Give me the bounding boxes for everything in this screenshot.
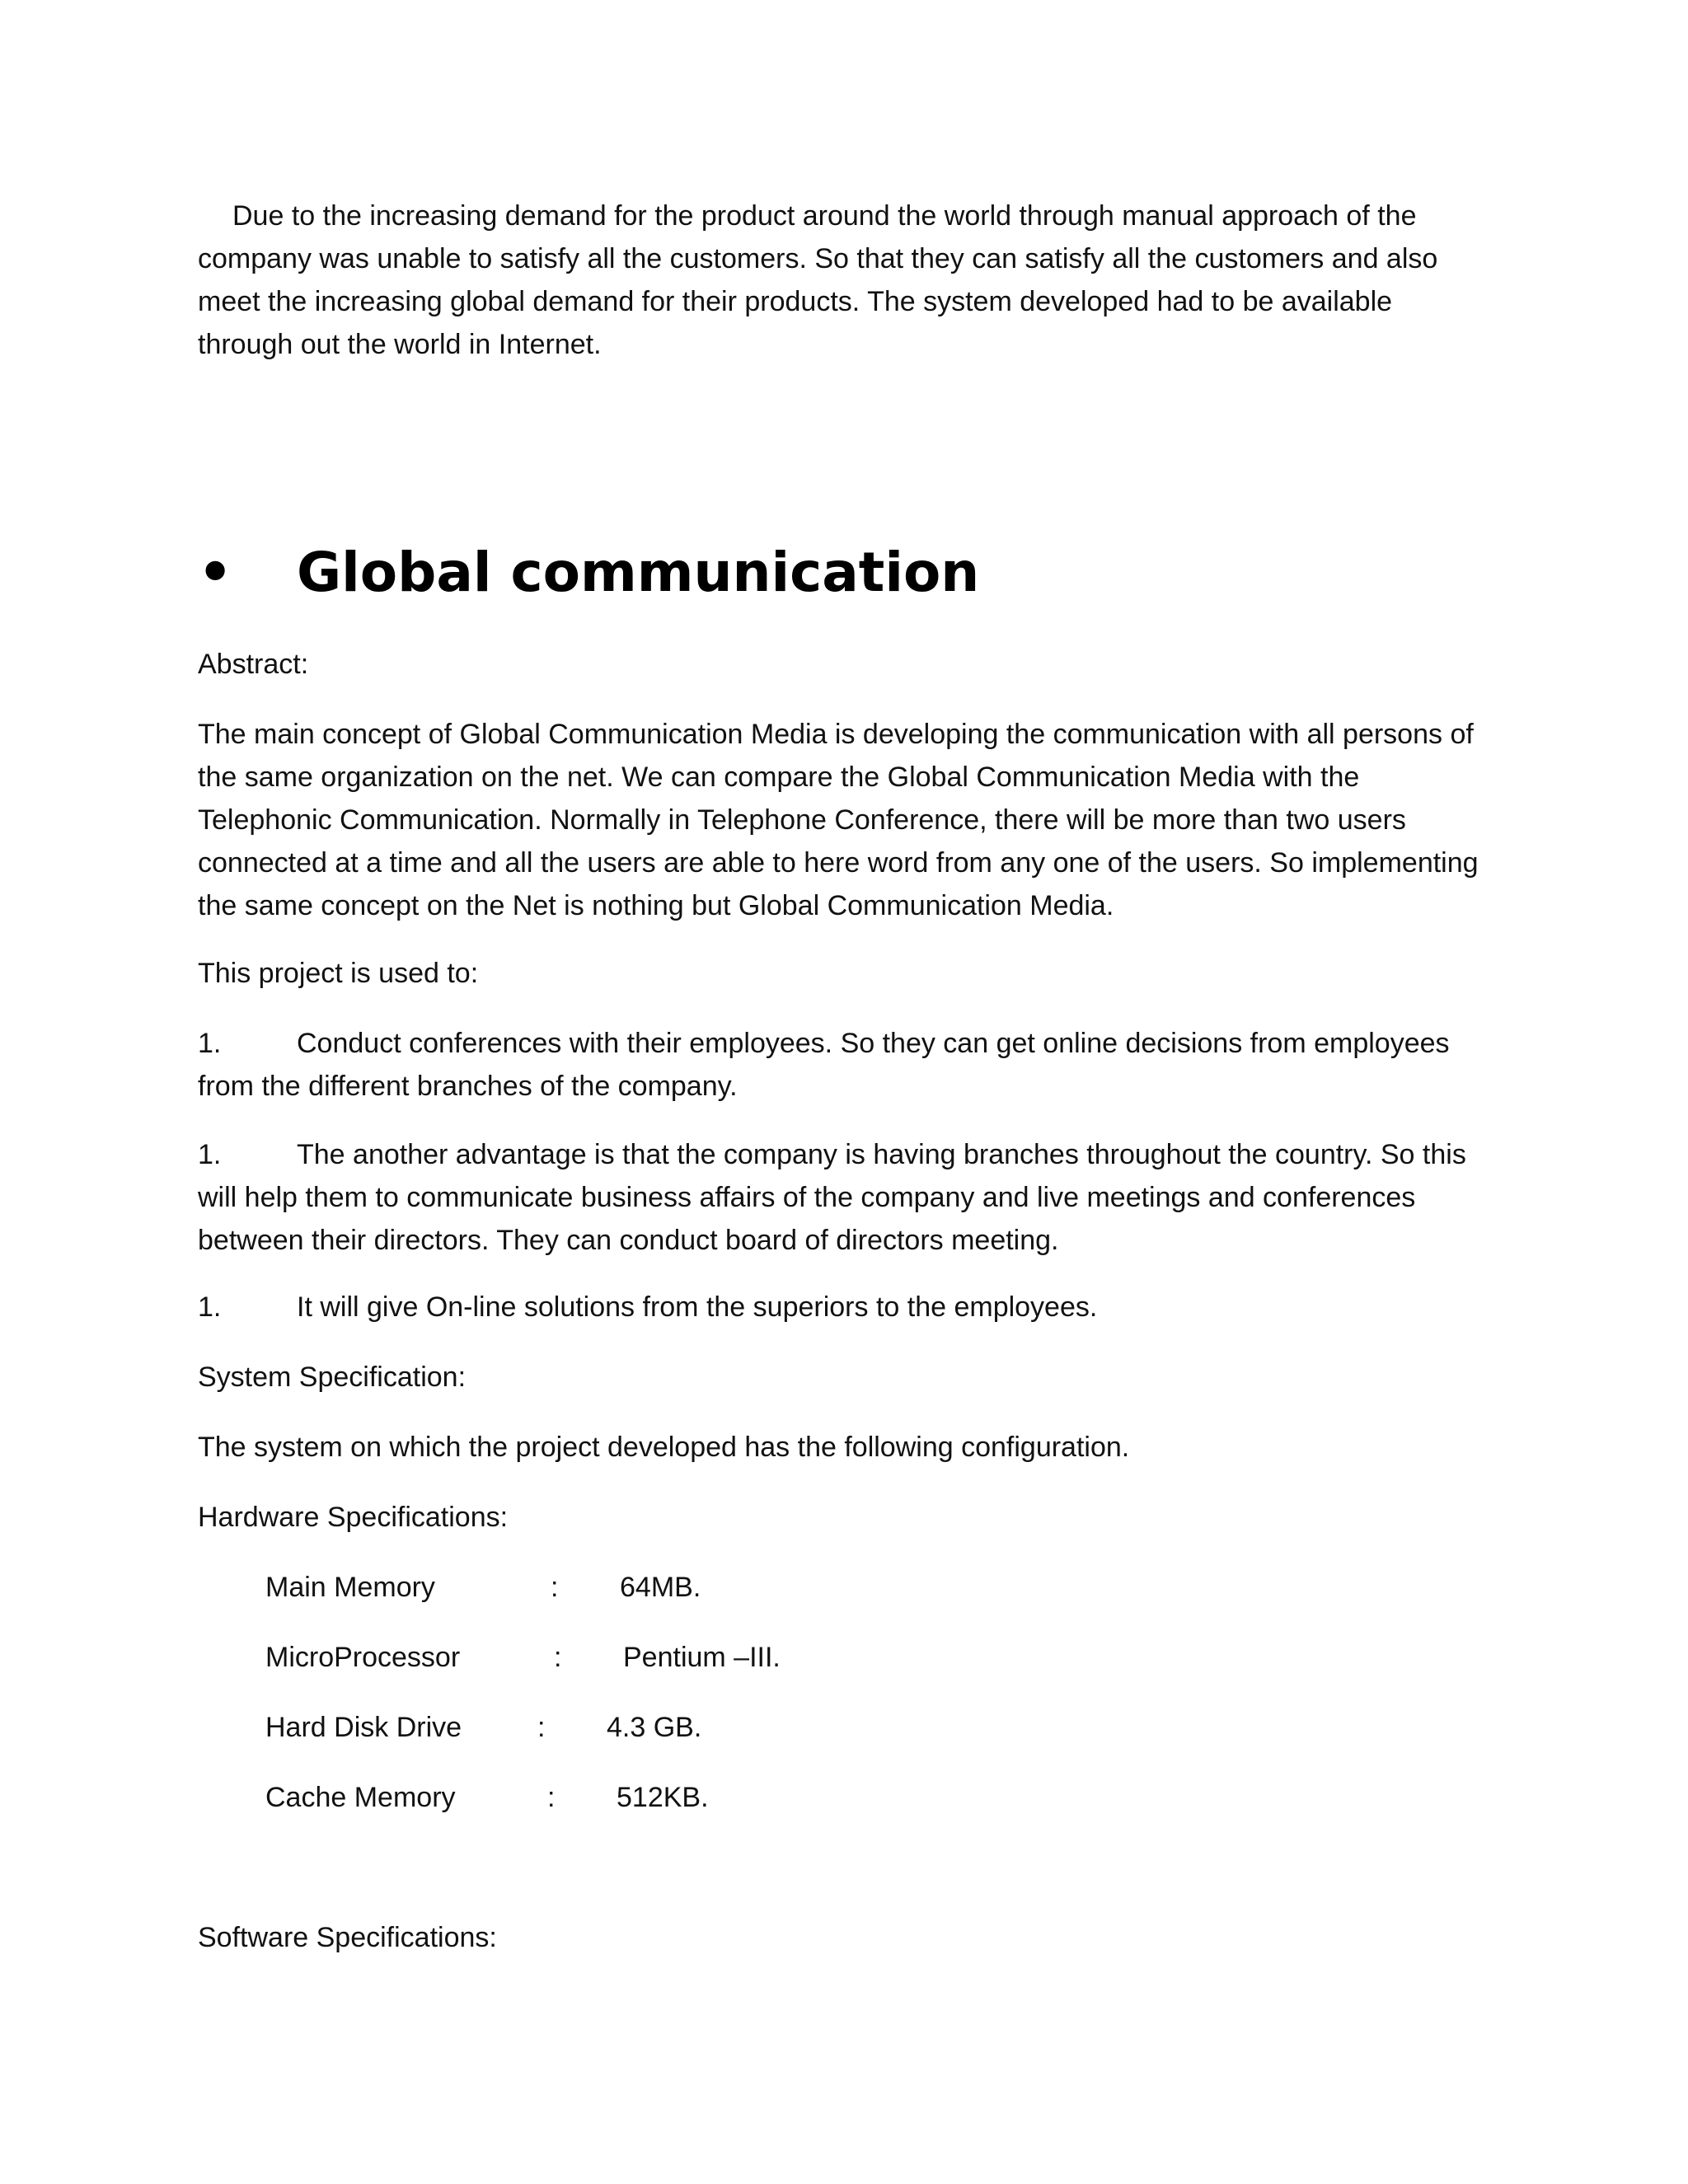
hardware-spec-colon: : [537, 1712, 546, 1743]
hardware-spec-colon: : [551, 1572, 559, 1603]
section-heading [198, 536, 1484, 610]
hardware-spec-row [265, 1566, 1090, 1609]
system-configuration-text: The system on which the project developed has the following configuration. [198, 1432, 1130, 1463]
list-item-text: Conduct conferences with their employees. So they can get online decisions from employees from the different branches of the company. [198, 1028, 1450, 1102]
intro-paragraph: Due to the increasing demand for the product around the world through manual approach of the company was unable to satisfy all the customers. So that they can satisfy all the customers and also meet the increasing global demand for their products. The system developed had to be available through out the world in Internet. [198, 200, 1438, 360]
hardware-spec-row [265, 1636, 1090, 1679]
list-item-number: 1. [198, 1139, 222, 1170]
hardware-spec-value: 4.3 GB. [607, 1712, 702, 1743]
hardware-spec-colon: : [547, 1782, 556, 1813]
hardware-spec-label: Hard Disk Drive [265, 1712, 462, 1743]
list-item [198, 1133, 1484, 1262]
abstract-paragraph: The main concept of Global Communication Media is developing the communication with all persons of the same organization on the net. We can compare the Global Communication Media with the Telephonic Communication. Normally in Telephone Conference, there will be more than two users connected at a time and all the users are able to here word from any one of the users. So implementing the same concept on the Net is nothing but Global Communication Media. [198, 719, 1479, 921]
heading-title: Global communication [297, 541, 980, 604]
hardware-spec-value: 64MB. [620, 1572, 701, 1603]
project-used-label: This project is used to: [198, 958, 479, 989]
hardware-spec-value: 512KB. [617, 1782, 709, 1813]
hardware-specifications-label: Hardware Specifications: [198, 1502, 509, 1533]
software-specifications-label: Software Specifications: [198, 1922, 497, 1953]
hardware-spec-value: Pentium –III. [623, 1642, 781, 1673]
abstract-label: Abstract: [198, 649, 309, 680]
hardware-spec-label: Main Memory [265, 1572, 435, 1603]
hardware-spec-row [265, 1776, 1090, 1819]
list-item [198, 1286, 1484, 1329]
list-item-text: It will give On-line solutions from the superiors to the employees. [297, 1291, 1098, 1323]
list-item-text: The another advantage is that the company is having branches throughout the country. So this will help them to communicate business affairs of the company and live meetings and conferences between their directors. They can conduct board of directors meeting. [198, 1139, 1466, 1256]
system-specification-label: System Specification: [198, 1361, 467, 1393]
list-item [198, 1022, 1484, 1108]
hardware-spec-label: Cache Memory [265, 1782, 456, 1813]
list-item-number: 1. [198, 1291, 222, 1323]
heading-bullet: • [198, 541, 233, 604]
hardware-spec-colon: : [554, 1642, 562, 1673]
list-item-number: 1. [198, 1028, 222, 1059]
hardware-spec-label: MicroProcessor [265, 1642, 461, 1673]
hardware-spec-row [265, 1706, 1090, 1749]
